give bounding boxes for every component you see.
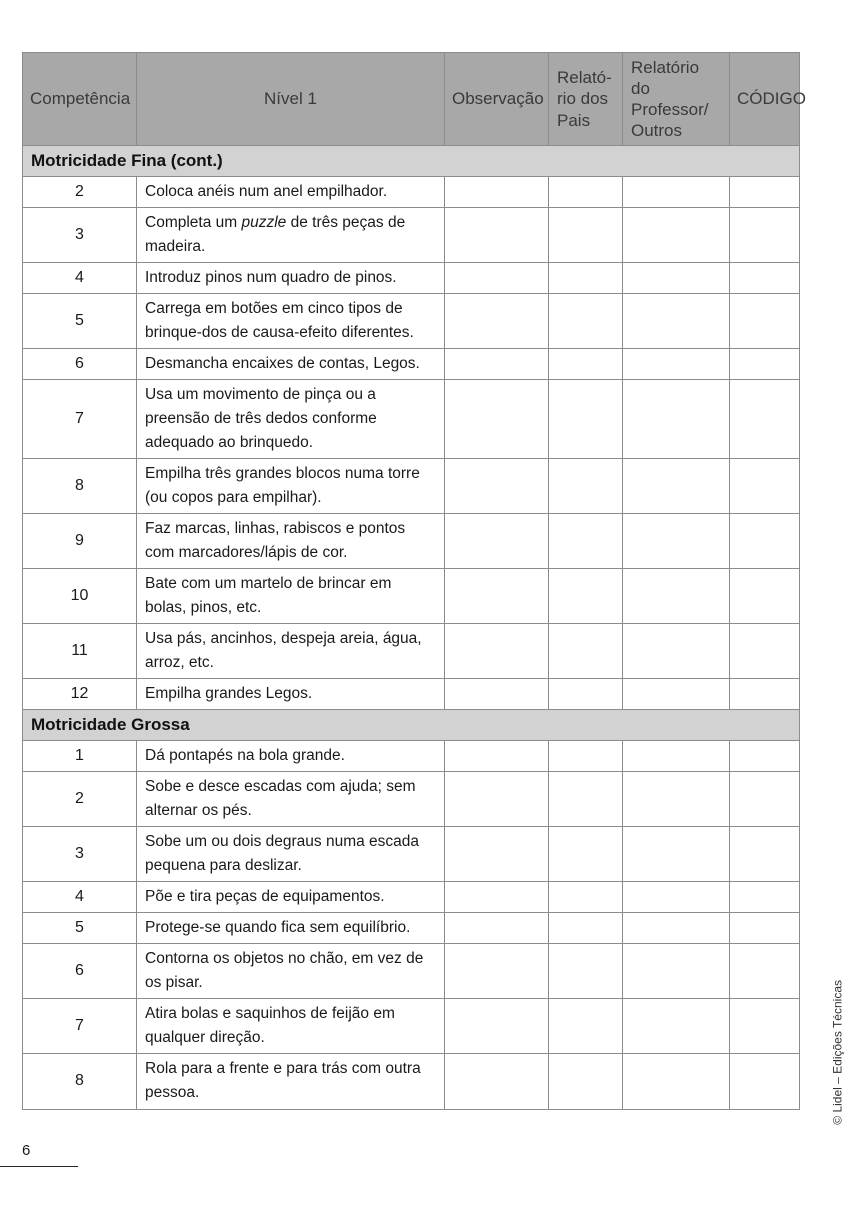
codigo-cell[interactable] [730, 741, 800, 772]
relatorio-professor-cell[interactable] [623, 1054, 730, 1109]
codigo-cell[interactable] [730, 999, 800, 1054]
competency-table [22, 52, 806, 1110]
page-number-rule [0, 1166, 78, 1167]
codigo-cell[interactable] [730, 679, 800, 710]
codigo-cell[interactable] [730, 294, 800, 349]
competency-description: Coloca anéis num anel empilhador. [137, 177, 445, 208]
observacao-cell[interactable] [445, 741, 549, 772]
competency-description: Sobe um ou dois degraus numa escada pequena para deslizar. [137, 827, 445, 882]
codigo-cell[interactable] [730, 1054, 800, 1109]
observacao-cell[interactable] [445, 177, 549, 208]
observacao-cell[interactable] [445, 459, 549, 514]
table-header-row [23, 53, 800, 146]
relatorio-pais-cell[interactable] [549, 263, 623, 294]
relatorio-pais-cell[interactable] [549, 944, 623, 999]
relatorio-pais-cell[interactable] [549, 624, 623, 679]
observacao-cell[interactable] [445, 999, 549, 1054]
relatorio-professor-cell[interactable] [623, 882, 730, 913]
competency-description: Protege-se quando fica sem equilíbrio. [137, 913, 445, 944]
relatorio-professor-cell[interactable] [623, 177, 730, 208]
relatorio-professor-cell[interactable] [623, 772, 730, 827]
competency-number: 9 [23, 514, 137, 569]
relatorio-pais-cell[interactable] [549, 772, 623, 827]
observacao-cell[interactable] [445, 349, 549, 380]
relatorio-pais-cell[interactable] [549, 679, 623, 710]
relatorio-pais-cell[interactable] [549, 459, 623, 514]
competency-description: Usa um movimento de pinça ou a preensão de três dedos conforme adequado ao brinquedo. [137, 380, 445, 459]
competency-number: 1 [23, 741, 137, 772]
competency-number: 10 [23, 569, 137, 624]
competency-number: 8 [23, 1054, 137, 1109]
table-row [23, 177, 800, 208]
competency-number: 8 [23, 459, 137, 514]
observacao-cell[interactable] [445, 569, 549, 624]
relatorio-professor-cell[interactable] [623, 263, 730, 294]
competency-number: 3 [23, 208, 137, 263]
header-relatorio-pais: Relató- rio dos Pais [549, 53, 623, 146]
relatorio-pais-cell[interactable] [549, 913, 623, 944]
relatorio-pais-cell[interactable] [549, 827, 623, 882]
table-row [23, 514, 800, 569]
header-nivel: Nível 1 [137, 53, 445, 146]
relatorio-professor-cell[interactable] [623, 999, 730, 1054]
codigo-cell[interactable] [730, 514, 800, 569]
table-row [23, 679, 800, 710]
section-title: Motricidade Fina (cont.) [23, 146, 800, 177]
observacao-cell[interactable] [445, 827, 549, 882]
header-relatorio-professor: Relatório do Professor/ Outros [623, 53, 730, 146]
relatorio-professor-cell[interactable] [623, 679, 730, 710]
observacao-cell[interactable] [445, 514, 549, 569]
competency-description: Usa pás, ancinhos, despeja areia, água, arroz, etc. [137, 624, 445, 679]
observacao-cell[interactable] [445, 882, 549, 913]
section-header-row [23, 146, 800, 177]
codigo-cell[interactable] [730, 380, 800, 459]
relatorio-professor-cell[interactable] [623, 827, 730, 882]
competency-description: Desmancha encaixes de contas, Legos. [137, 349, 445, 380]
relatorio-professor-cell[interactable] [623, 208, 730, 263]
observacao-cell[interactable] [445, 263, 549, 294]
competency-number: 4 [23, 263, 137, 294]
table-body [23, 146, 800, 1110]
observacao-cell[interactable] [445, 208, 549, 263]
competency-description: Contorna os objetos no chão, em vez de os pisar. [137, 944, 445, 999]
table-row [23, 772, 800, 827]
competency-number: 6 [23, 944, 137, 999]
relatorio-professor-cell[interactable] [623, 944, 730, 999]
competency-description: Põe e tira peças de equipamentos. [137, 882, 445, 913]
competency-description: Empilha três grandes blocos numa torre (ou copos para empilhar). [137, 459, 445, 514]
codigo-cell[interactable] [730, 208, 800, 263]
table-row [23, 349, 800, 380]
section-title: Motricidade Grossa [23, 710, 800, 741]
codigo-cell[interactable] [730, 772, 800, 827]
observacao-cell[interactable] [445, 624, 549, 679]
codigo-cell[interactable] [730, 944, 800, 999]
table-row [23, 827, 800, 882]
codigo-cell[interactable] [730, 349, 800, 380]
observacao-cell[interactable] [445, 1054, 549, 1109]
table-row [23, 380, 800, 459]
relatorio-professor-cell[interactable] [623, 569, 730, 624]
section-header-row [23, 710, 800, 741]
competency-number: 2 [23, 177, 137, 208]
relatorio-professor-cell[interactable] [623, 459, 730, 514]
relatorio-pais-cell[interactable] [549, 569, 623, 624]
relatorio-professor-cell[interactable] [623, 624, 730, 679]
relatorio-professor-cell[interactable] [623, 741, 730, 772]
table-row [23, 569, 800, 624]
codigo-cell[interactable] [730, 263, 800, 294]
competency-description: Completa um puzzle de três peças de madeira. [137, 208, 445, 263]
relatorio-pais-cell[interactable] [549, 208, 623, 263]
competency-number: 6 [23, 349, 137, 380]
observacao-cell[interactable] [445, 944, 549, 999]
table-row [23, 999, 800, 1054]
competency-number: 7 [23, 380, 137, 459]
copyright-notice: © Lidel – Edições Técnicas [831, 980, 845, 1125]
competency-number: 2 [23, 772, 137, 827]
competency-description: Atira bolas e saquinhos de feijão em qualquer direção. [137, 999, 445, 1054]
page-number: 6 [22, 1142, 31, 1159]
table-row [23, 944, 800, 999]
competency-description: Rola para a frente e para trás com outra pessoa. [137, 1054, 445, 1109]
header-observacao: Observação [445, 53, 549, 146]
relatorio-professor-cell[interactable] [623, 913, 730, 944]
competency-number: 4 [23, 882, 137, 913]
relatorio-pais-cell[interactable] [549, 1054, 623, 1109]
competency-number: 3 [23, 827, 137, 882]
competency-number: 11 [23, 624, 137, 679]
relatorio-professor-cell[interactable] [623, 294, 730, 349]
table-row [23, 624, 800, 679]
header-codigo: CÓDIGO [730, 53, 800, 146]
table-row [23, 208, 800, 263]
codigo-cell[interactable] [730, 624, 800, 679]
table-row [23, 913, 800, 944]
relatorio-pais-cell[interactable] [549, 349, 623, 380]
relatorio-professor-cell[interactable] [623, 349, 730, 380]
relatorio-pais-cell[interactable] [549, 294, 623, 349]
competency-description: Empilha grandes Legos. [137, 679, 445, 710]
competency-description: Dá pontapés na bola grande. [137, 741, 445, 772]
table-row [23, 263, 800, 294]
observacao-cell[interactable] [445, 913, 549, 944]
table-row [23, 882, 800, 913]
observacao-cell[interactable] [445, 679, 549, 710]
competency-number: 5 [23, 294, 137, 349]
relatorio-pais-cell[interactable] [549, 514, 623, 569]
codigo-cell[interactable] [730, 827, 800, 882]
relatorio-professor-cell[interactable] [623, 514, 730, 569]
relatorio-pais-cell[interactable] [549, 882, 623, 913]
competency-description: Carrega em botões em cinco tipos de brinque-dos de causa-efeito diferentes. [137, 294, 445, 349]
competency-description: Faz marcas, linhas, rabiscos e pontos com marcadores/lápis de cor. [137, 514, 445, 569]
competency-description: Bate com um martelo de brincar em bolas, pinos, etc. [137, 569, 445, 624]
codigo-cell[interactable] [730, 177, 800, 208]
assessment-sheet [22, 52, 806, 1110]
competency-description: Introduz pinos num quadro de pinos. [137, 263, 445, 294]
relatorio-professor-cell[interactable] [623, 380, 730, 459]
observacao-cell[interactable] [445, 380, 549, 459]
competency-description: Sobe e desce escadas com ajuda; sem alternar os pés. [137, 772, 445, 827]
relatorio-pais-cell[interactable] [549, 999, 623, 1054]
competency-number: 7 [23, 999, 137, 1054]
relatorio-pais-cell[interactable] [549, 177, 623, 208]
header-competencia: Competência [23, 53, 137, 146]
table-row [23, 741, 800, 772]
relatorio-pais-cell[interactable] [549, 741, 623, 772]
codigo-cell[interactable] [730, 882, 800, 913]
observacao-cell[interactable] [445, 294, 549, 349]
table-row [23, 1054, 800, 1109]
competency-number: 5 [23, 913, 137, 944]
codigo-cell[interactable] [730, 459, 800, 514]
table-row [23, 294, 800, 349]
table-row [23, 459, 800, 514]
codigo-cell[interactable] [730, 569, 800, 624]
codigo-cell[interactable] [730, 913, 800, 944]
competency-number: 12 [23, 679, 137, 710]
relatorio-pais-cell[interactable] [549, 380, 623, 459]
observacao-cell[interactable] [445, 772, 549, 827]
